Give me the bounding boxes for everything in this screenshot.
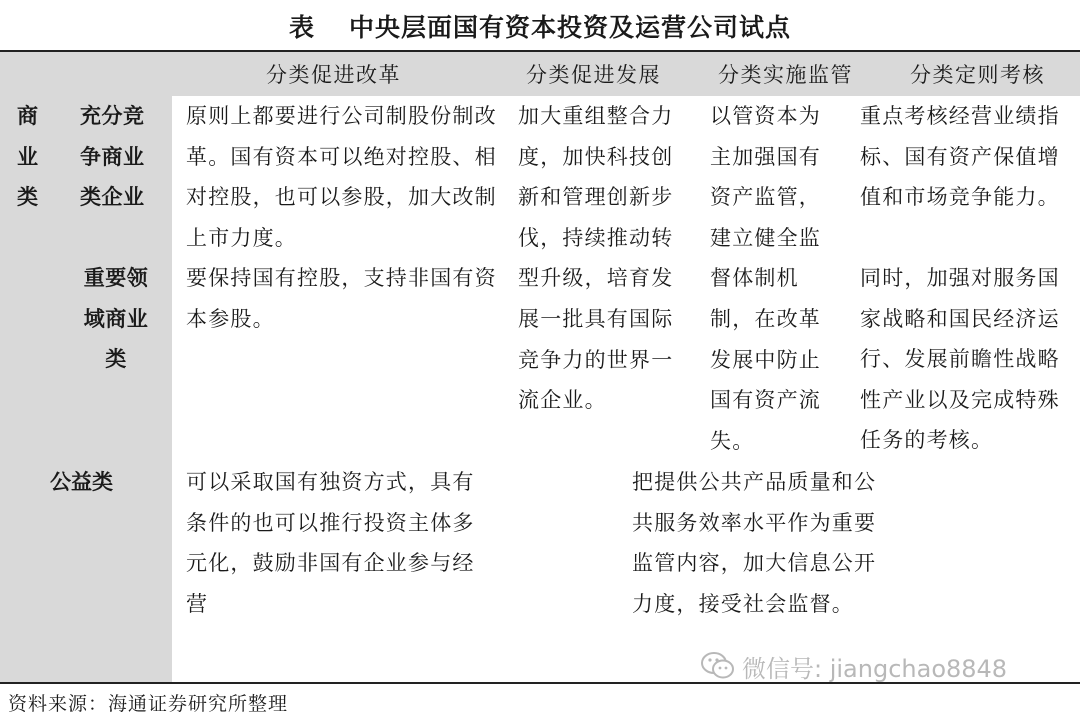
key-field-commercial-label: 重要领域商业类 bbox=[83, 265, 149, 372]
supervision-text: 以管资本为主加强国有资产监管，建立健全监督体制机制，在改革发展中防止国有资产流失。 bbox=[710, 104, 821, 453]
table-title bbox=[0, 6, 1080, 50]
table-title-prefix: 表 bbox=[288, 13, 315, 42]
public-assessment-text: 把提供公共产品质量和公共服务效率水平作为重要监管内容，加大信息公开力度，接受社会监督。 bbox=[632, 470, 877, 616]
header-supervision: 分类实施监管 bbox=[718, 63, 853, 87]
wechat-icon bbox=[700, 650, 736, 682]
source-note: 资料来源：海通证券研究所整理 bbox=[8, 693, 289, 715]
header-assessment: 分类定则考核 bbox=[910, 63, 1045, 87]
header-development: 分类促进发展 bbox=[526, 63, 661, 87]
public-welfare-label: 公益类 bbox=[50, 469, 113, 494]
header-reform: 分类促进改革 bbox=[266, 63, 401, 87]
watermark-text: 微信号: jiangchao8848 bbox=[742, 654, 1008, 683]
reform-key-field-text: 要保持国有控股，支持非国有资本参股。 bbox=[186, 266, 497, 331]
competitive-commercial-label: 充分竞争商业类企业 bbox=[80, 103, 145, 210]
commercial-group-label: 商业类 bbox=[17, 103, 38, 210]
assessment-competitive-text: 重点考核经营业绩指标、国有资产保值增值和市场竞争能力。 bbox=[860, 104, 1060, 210]
assessment-key-field-text: 同时，加强对服务国家战略和国民经济运行、发展前瞻性战略性产业以及完成特殊任务的考核。 bbox=[860, 266, 1060, 453]
development-text: 加大重组整合力度，加快科技创新和管理创新步伐，持续推动转型升级，培育发展一批具有国际竞争力的世界一流企业。 bbox=[518, 104, 674, 413]
public-reform-text: 可以采取国有独资方式，具有条件的也可以推行投资主体多元化，鼓励非国有企业参与经营 bbox=[186, 470, 475, 616]
table-title-text: 中央层面国有资本投资及运营公司试点 bbox=[349, 13, 792, 42]
reform-competitive-text: 原则上都要进行公司制股份制改革。国有资本可以绝对控股、相对控股，也可以参股，加大改制上市力度。 bbox=[186, 104, 497, 250]
wechat-watermark bbox=[700, 648, 1007, 684]
